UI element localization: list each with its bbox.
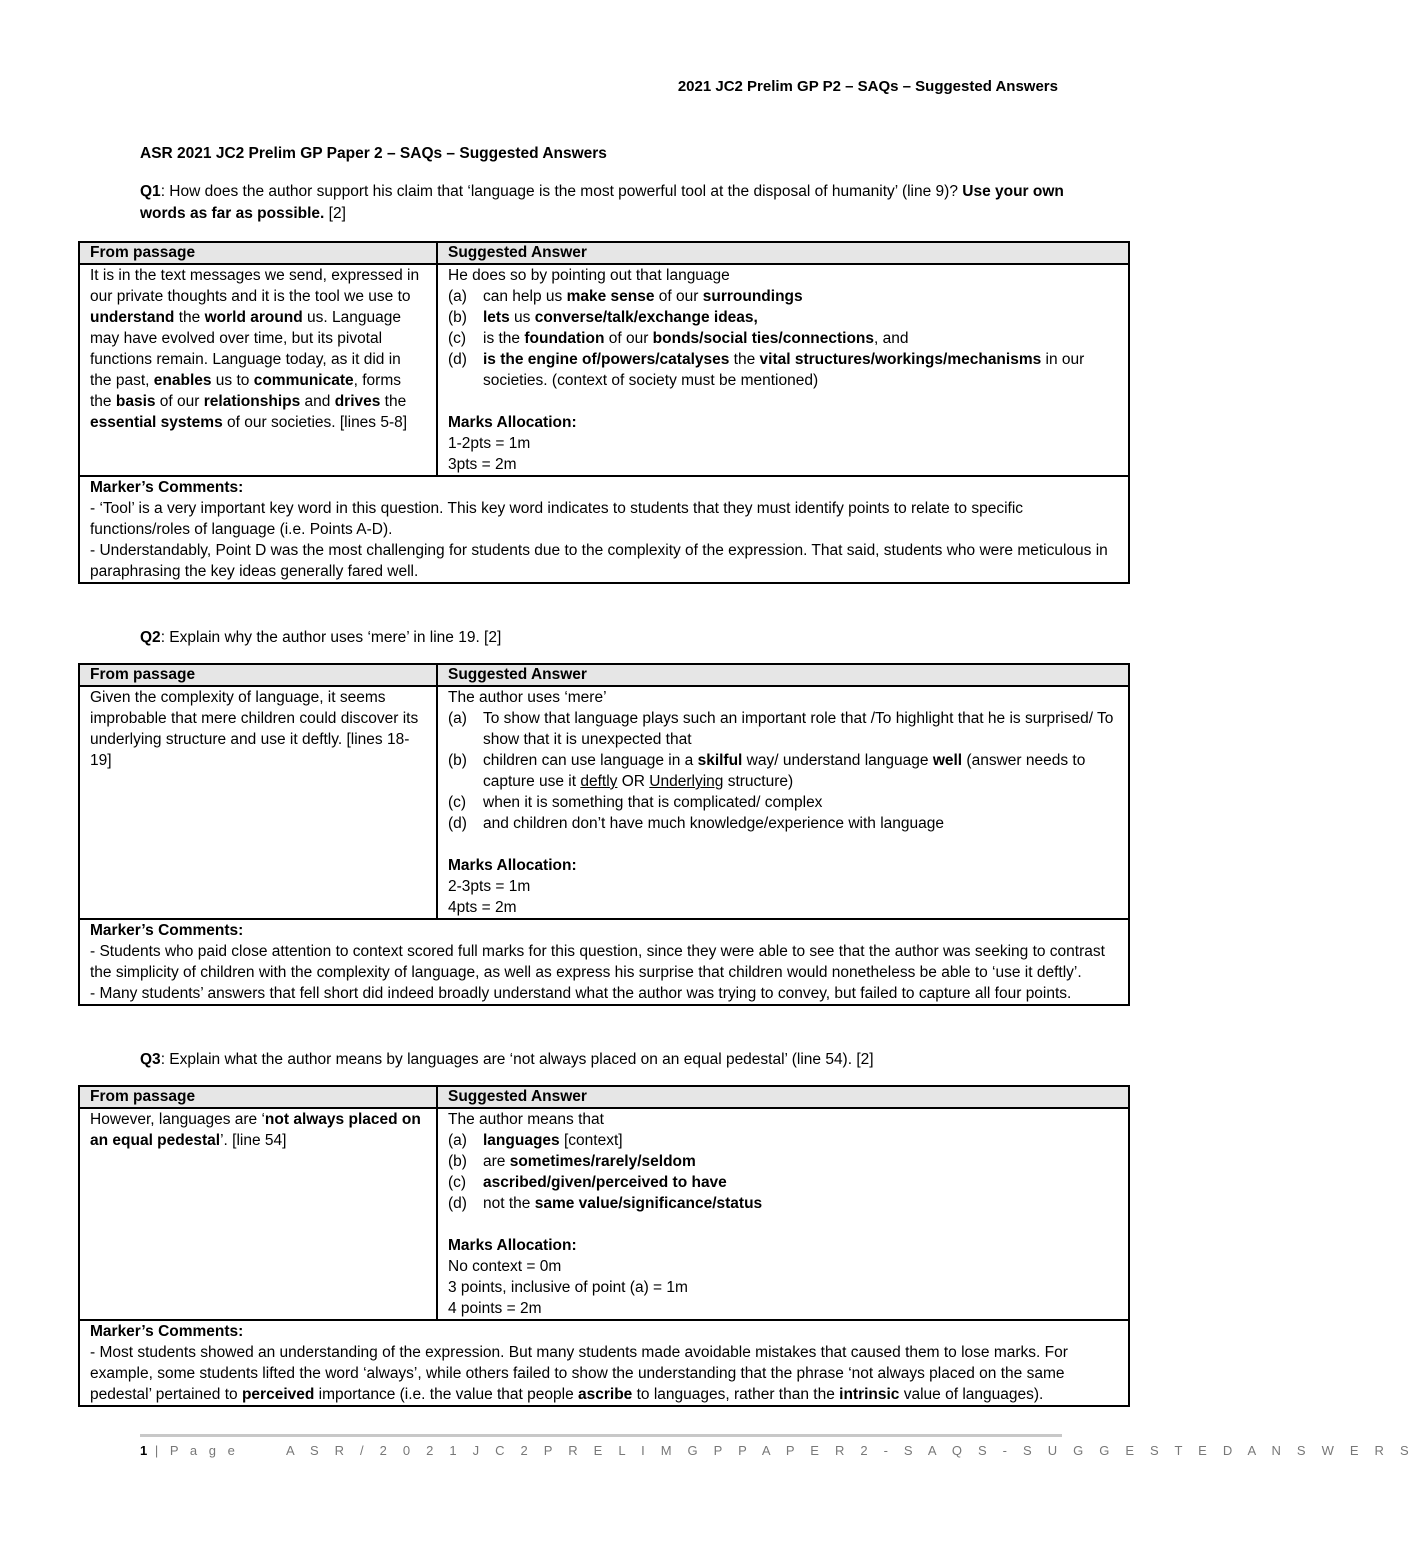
point-text: children can use language in a skilful way/ understand language well (answer needs to capture use it deftly OR Underlying structure) (483, 752, 1086, 790)
point-label: (c) (448, 330, 467, 347)
question-2 (140, 627, 1070, 649)
point-text: not the same value/significance/status (483, 1195, 763, 1212)
answer-point (448, 813, 1118, 834)
markers-comments (79, 919, 1129, 1005)
text-line: No context = 0m (448, 1258, 562, 1275)
answer-point (448, 708, 1118, 750)
answer-points (448, 1130, 1118, 1214)
text-line: 2-3pts = 1m (448, 878, 531, 895)
point-text: are sometimes/rarely/seldom (483, 1153, 696, 1170)
question-label: Q3 (140, 1051, 161, 1068)
text-line: 3 points, inclusive of point (a) = 1m (448, 1279, 688, 1296)
answer-intro: The author means that (448, 1111, 604, 1128)
question-label: Q1 (140, 183, 161, 200)
answer-point (448, 792, 1118, 813)
question-text: : How does the author support his claim that ‘language is the most powerful tool at the disposal of humanity’ (line 9)? (160, 183, 963, 200)
point-label: (a) (448, 288, 467, 305)
answer-point (448, 1130, 1118, 1151)
markers-comments-title: Marker’s Comments: (90, 922, 244, 939)
question-instruction: Use your own words as far as possible. (140, 183, 1064, 222)
answer-point (448, 286, 1118, 307)
text-line: 4pts = 2m (448, 899, 517, 916)
question-1 (140, 181, 1070, 225)
footer-divider (140, 1434, 1062, 1437)
running-header: 2021 JC2 Prelim GP P2 – SAQs – Suggested Answers (677, 78, 1058, 95)
question-marks: [2] (324, 205, 346, 222)
point-label: (d) (448, 815, 467, 832)
suggested-answer (437, 264, 1129, 476)
point-label: (c) (448, 1174, 467, 1191)
text-line: - Students who paid close attention to context scored full marks for this question, since they were able to see that the author was seeking to contrast the simplicity of children with the complexity of language, as well as express his surprise that children would nonetheless be able to ‘use it deftly’. (90, 943, 1105, 981)
header-suggested-answer: Suggested Answer (437, 664, 1129, 686)
page-label: | P a g e (154, 1443, 239, 1458)
suggested-answer (437, 1108, 1129, 1320)
markers-comments-lines (90, 498, 1118, 582)
text-line: - Many students’ answers that fell short did indeed broadly understand what the author was trying to convey, but failed to capture all four points. (90, 985, 1072, 1002)
point-text: is the engine of/powers/catalyses the vital structures/workings/mechanisms in our societies. (context of society must be mentioned) (483, 351, 1085, 389)
point-text: when it is something that is complicated/ complex (483, 794, 823, 811)
answer-intro: The author uses ‘mere’ (448, 689, 607, 706)
page-footer (140, 1440, 1415, 1461)
point-text: To show that language plays such an important role that /To highlight that he is surprised/ To show that it is unexpected that (483, 710, 1114, 748)
point-label: (d) (448, 1195, 467, 1212)
point-label: (a) (448, 1132, 467, 1149)
point-label: (a) (448, 710, 467, 727)
header-from-passage: From passage (79, 1086, 437, 1108)
markers-comments-body: - Most students showed an understanding of the expression. But many students made avoidable mistakes that caused them to lose marks. For example, some students lifted the word ‘always’, while others failed to show the understanding that the phrase ‘not always placed on the same pedestal’ pertained to perceived importance (i.e. the value that people ascribe to languages, rather than the intrinsic value of languages). (90, 1344, 1068, 1403)
question-text: : Explain what the author means by languages are ‘not always placed on an equal pedestal’ (line 54). [2] (160, 1051, 874, 1068)
q2-answer-table (78, 663, 1130, 1006)
marks-allocation-lines (448, 876, 1118, 918)
marks-allocation-title: Marks Allocation: (448, 1237, 577, 1254)
answer-point (448, 328, 1118, 349)
answer-point (448, 1151, 1118, 1172)
question-label: Q2 (140, 629, 161, 646)
marks-allocation-title: Marks Allocation: (448, 857, 577, 874)
suggested-answer (437, 686, 1129, 919)
answer-points (448, 708, 1118, 834)
document-title: ASR 2021 JC2 Prelim GP Paper 2 – SAQs – Suggested Answers (140, 145, 607, 162)
text-line: 1-2pts = 1m (448, 435, 531, 452)
answer-point (448, 1193, 1118, 1214)
page-number: 1 (140, 1443, 148, 1458)
markers-comments-lines (90, 941, 1118, 1004)
text-line: - Understandably, Point D was the most challenging for students due to the complexity of the expression. That said, students who were meticulous in paraphrasing the key ideas generally fared well. (90, 542, 1108, 580)
answer-point (448, 307, 1118, 328)
markers-comments (79, 476, 1129, 583)
point-text: ascribed/given/perceived to have (483, 1174, 727, 1191)
point-label: (b) (448, 309, 467, 326)
point-text: and children don’t have much knowledge/experience with language (483, 815, 945, 832)
passage-excerpt: Given the complexity of language, it seems improbable that mere children could discover its underlying structure and use it deftly. [lines 18-19] (79, 686, 437, 919)
marks-allocation-lines (448, 1256, 1118, 1319)
answer-points (448, 286, 1118, 391)
point-text: lets us converse/talk/exchange ideas, (483, 309, 758, 326)
answer-intro: He does so by pointing out that language (448, 267, 730, 284)
running-footer: A S R / 2 0 2 1 J C 2 P R E L I M G P P A P E R 2 - S A Q S - S U G G E S T E D A N S W E R S (286, 1443, 1415, 1458)
header-suggested-answer: Suggested Answer (437, 1086, 1129, 1108)
markers-comments-title: Marker’s Comments: (90, 479, 244, 496)
point-text: is the foundation of our bonds/social ties/connections, and (483, 330, 909, 347)
marks-allocation-lines (448, 433, 1118, 475)
passage-excerpt: It is in the text messages we send, expressed in our private thoughts and it is the tool we use to understand the world around us. Language may have evolved over time, but its pivotal functions remain. Language today, as it did in the past, enables us to communicate, forms the basis of our relationships and drives the essential systems of our societies. [lines 5-8] (79, 264, 437, 476)
markers-comments-title: Marker’s Comments: (90, 1323, 244, 1340)
markers-comments (79, 1320, 1129, 1406)
question-text: : Explain why the author uses ‘mere’ in line 19. [2] (160, 629, 502, 646)
point-label: (d) (448, 351, 467, 368)
point-label: (b) (448, 1153, 467, 1170)
answer-point (448, 349, 1118, 391)
text-line: 4 points = 2m (448, 1300, 542, 1317)
header-from-passage: From passage (79, 664, 437, 686)
text-line: 3pts = 2m (448, 456, 517, 473)
q3-answer-table (78, 1085, 1130, 1407)
point-label: (c) (448, 794, 467, 811)
answer-point (448, 750, 1118, 792)
header-from-passage: From passage (79, 242, 437, 264)
text-line: - ‘Tool’ is a very important key word in this question. This key word indicates to students that they must identify points to relate to specific functions/roles of language (i.e. Points A-D). (90, 500, 1024, 538)
point-text: languages [context] (483, 1132, 623, 1149)
passage-excerpt: However, languages are ‘not always placed on an equal pedestal’. [line 54] (79, 1108, 437, 1320)
header-suggested-answer: Suggested Answer (437, 242, 1129, 264)
q1-answer-table (78, 241, 1130, 584)
question-3 (140, 1049, 1070, 1071)
point-label: (b) (448, 752, 467, 769)
marks-allocation-title: Marks Allocation: (448, 414, 577, 431)
answer-point (448, 1172, 1118, 1193)
point-text: can help us make sense of our surroundings (483, 288, 803, 305)
